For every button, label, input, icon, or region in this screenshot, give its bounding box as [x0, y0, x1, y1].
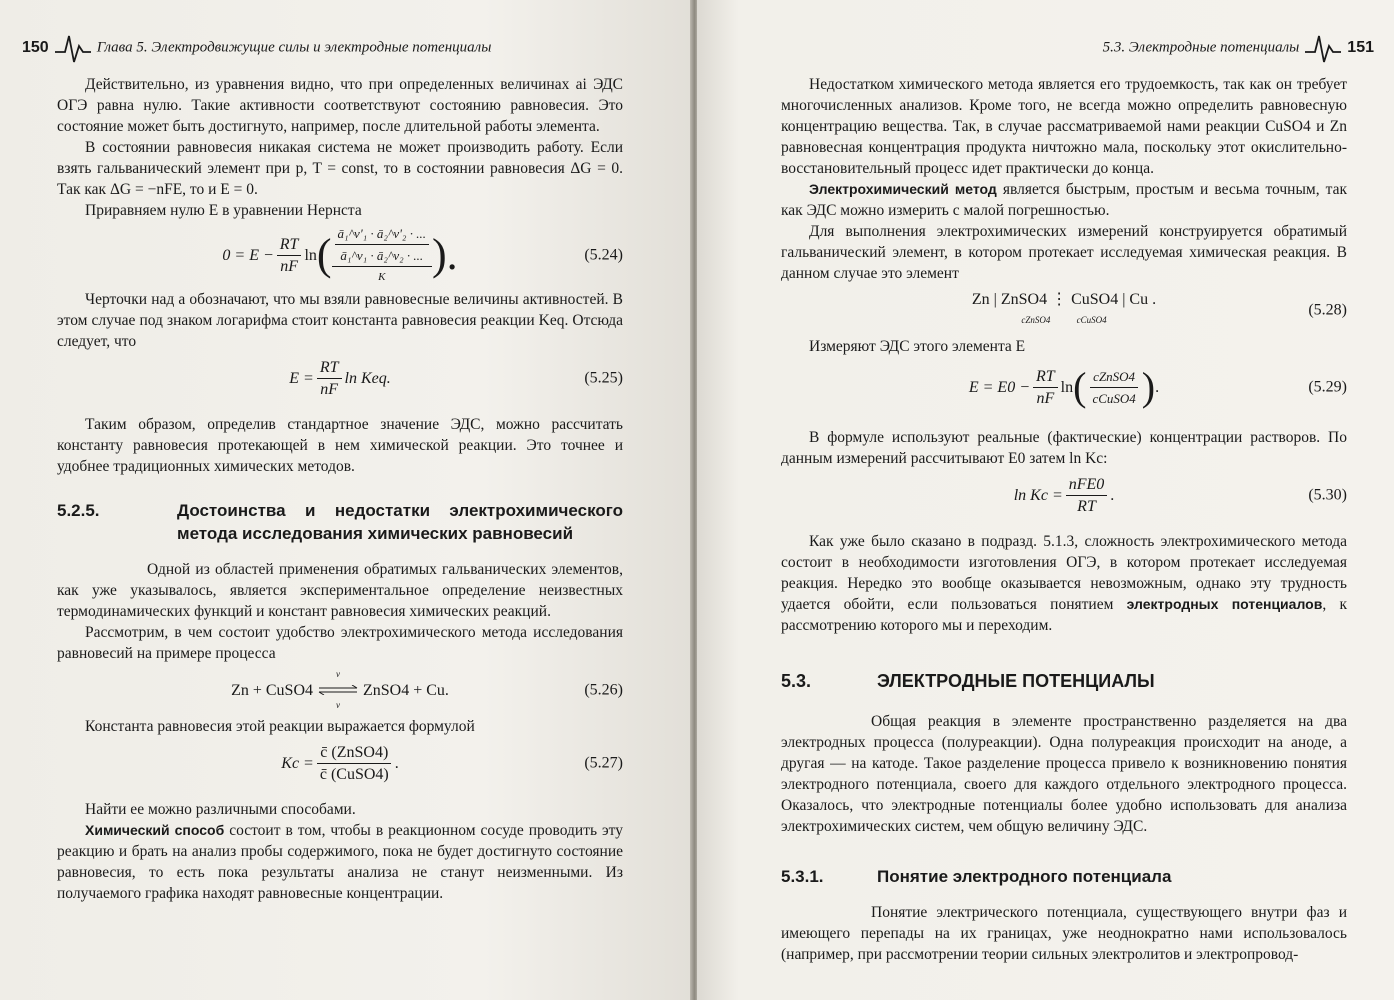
paragraph: Химический способ состоит в том, чтобы в реакционном сосуде проводить эту реакцию и брать на анализ пробы содержимого, пока не будет достигнуто состояние равновесия, то есть пока результаты анализа не станут неизменными. Из получаемого графика находят равновесные концентрации. [57, 822, 623, 902]
left-page-number: 150 [22, 39, 49, 56]
paragraph: Как уже было сказано в подразд. 5.1.3, сложность электрохимического метода состоит в необходимости изготовления ОГЭ, в котором протекает исследуемая реакция. Нередко это вообще оказывается невозможным, однако эту трудность удается обойти, если пользоваться понятием электродных потенциалов, к рассмотрению которого мы и переходим. [781, 533, 1347, 634]
eq-fraction [317, 357, 342, 400]
equation-5-25 [57, 352, 623, 404]
section-title: Достоинства и недостатки электрохимического метода исследования химических равновесий [177, 501, 623, 543]
fraction-denominator: c̄ (CuSO4) [319, 765, 389, 783]
ln-operator: ln [1060, 378, 1074, 396]
cell-sub-zn: cZnSO4 [1021, 315, 1051, 325]
fraction-denominator: nF [320, 380, 339, 398]
left-page [0, 0, 692, 1000]
fraction-numerator: RT [277, 234, 302, 256]
equilibrium-arrow-icon [317, 685, 359, 695]
eq-fraction [277, 234, 302, 277]
paragraph: В состоянии равновесия никакая система не может производить работу. Если взять гальванический элемент при p, T = const, то в состоянии равновесия ΔG = 0. Так как ΔG = −nFE, то и E = 0. [57, 139, 623, 198]
equation-5-28 [781, 284, 1347, 336]
activity-denominator: ā₁^ν₁ · ā₂^ν₂ · ... [340, 247, 424, 263]
paragraph: Черточки над a обозначают, что мы взяли равновесные величины активностей. В этом случае под знаком логарифма стоит константа равновесия реакции Keq. Отсюда следует, что [57, 291, 623, 350]
eq-fraction [1033, 366, 1058, 409]
eq-lhs: ln Kc = [1013, 486, 1063, 504]
paragraph: Электрохимический метод является быстрым, простым и весьма точным, так как ЭДС можно измерить с малой погрешностью. [781, 181, 1347, 219]
paragraph: Общая реакция в элементе пространственно разделяется на два электродных процесса (полуреакции). Одна полуреакция происходит на аноде, а другая — на катоде. Такое разделение процесса привело к возникновению понятия электродного потенциала, своего для каждого отдельного электродного процесса. Оказалось, что электродные потенциалы более удобно использовать для анализа электрохимических систем, чем общую величину ЭДС. [781, 713, 1347, 835]
reaction-right: ZnSO4 + Cu. [363, 681, 449, 699]
eq-lhs: 0 = E − [222, 246, 274, 264]
fraction-denominator: nF [280, 257, 298, 275]
concentration-fraction [1089, 366, 1138, 409]
equation-number: (5.25) [584, 369, 623, 387]
equation-5-24 [57, 221, 623, 289]
equation-number: (5.27) [584, 754, 623, 772]
eq-lhs: E = E0 − [968, 378, 1030, 396]
fraction-denominator: nF [1036, 389, 1055, 407]
equation-5-29: E = E0 − $\frac{RT}{nF}$ ln ( $\frac{\text{cZnSO4}}{\text{cCuSO4}}$ ) . (5.29) [968, 364, 1347, 409]
paragraph: Найти ее можно различными способами. [85, 801, 356, 818]
right-body [781, 74, 1347, 965]
concentration-denominator: cCuSO4 [1092, 390, 1136, 406]
eq-rhs: ln Keq. [344, 369, 391, 387]
eq-fraction [1066, 474, 1108, 517]
section-title: ЭЛЕКТРОДНЫЕ ПОТЕНЦИАЛЫ [877, 671, 1155, 691]
fraction-numerator: nFE0 [1066, 474, 1108, 496]
under-brace-label: K [332, 266, 432, 288]
equation-number: (5.28) [1308, 301, 1347, 319]
pulse-icon [53, 30, 93, 66]
left-running-head-text: Глава 5. Электродвижущие силы и электродные потенциалы [96, 39, 492, 56]
concentration-numerator: cZnSO4 [1090, 366, 1138, 388]
equation-number: (5.24) [584, 246, 623, 264]
ln-operator: ln [304, 246, 317, 264]
fraction-numerator: RT [1033, 366, 1058, 388]
paragraph: Рассмотрим, в чем состоит удобство электрохимического метода исследования равновесий на примере процесса [57, 624, 623, 662]
paragraph: Действительно, из уравнения видно, что при определенных величинах ai ЭДС ОГЭ равна нулю. Такие активности соответствуют состоянию равновесия. Это состояние может быть достигнуто, например, после длительной работы элемента. [57, 76, 623, 135]
eq-lhs: E = [289, 369, 314, 387]
left-paren: ( [316, 230, 332, 279]
equilibrium-arrow: v v [317, 664, 359, 716]
activity-fraction [335, 223, 429, 266]
section-heading-5-3 [781, 670, 1347, 693]
right-running-head-text: 5.3. Электродные потенциалы [1102, 39, 1300, 56]
right-running-header [1103, 30, 1374, 66]
paragraph: Недостатком химического метода является его трудоемкость, так как он требует многочисленных анализов. Кроме того, не всегда можно определить равновесную концентрацию вещества. Так, в случае рассматриваемой нами реакции CuSO4 и Zn равновесная концентрация продукта ничтожно мала, поскольку этот окислительно-восстановительный процесс идет практически до конца. [781, 76, 1347, 177]
subsection-number: 5.3.1. [781, 867, 824, 886]
fraction-numerator: c̄ (ZnSO4) [317, 742, 391, 764]
equation-number: (5.29) [1308, 378, 1347, 396]
subsection-heading-5-3-1 [781, 865, 1347, 888]
eq-lhs: Kc = [281, 754, 314, 772]
bold-term: электродных потенциалов [1126, 596, 1323, 612]
right-page [697, 0, 1394, 1000]
activity-numerator: ā₁^ν'₁ · ā₂^ν'₂ · ... [335, 223, 429, 245]
pulse-icon [1303, 30, 1343, 66]
equation-5-26 [57, 664, 623, 716]
right-paren: ). [431, 230, 458, 279]
equation-number: (5.30) [1308, 486, 1347, 504]
equation-5-27: Kc = $\frac{\text{c̄ (ZnSO4)}}{\text{c̄ (CuSO4)}}$ . (5.27) [281, 743, 623, 783]
paragraph: Приравняем нулю E в уравнении Нернста [85, 202, 362, 219]
section-number: 5.2.5. [57, 501, 100, 520]
fraction-denominator: RT [1077, 497, 1096, 515]
cell-scheme: Zn | ZnSO4 ⋮ CuSO4 | Cu . [971, 291, 1157, 308]
section-heading-5-2-5 [57, 499, 623, 545]
paragraph: Для выполнения электрохимических измерений конструируется обратимый гальванический элемент, в котором протекает исследуемая химическая реакция. В данном случае это элемент [781, 223, 1347, 282]
paragraph: Одной из областей применения обратимых гальванических элементов, как уже указывалось, является экспериментальное определение неизвестных термодинамических функций и констант равновесия химических реакций. [57, 561, 623, 620]
right-page-number: 151 [1347, 39, 1374, 56]
cell-sub-cu: cCuSO4 [1076, 315, 1107, 325]
paragraph: В формуле используют реальные (фактические) концентрации растворов. По данным измерений рассчитывают E0 затем ln Kc: [781, 429, 1347, 467]
equation-5-30: ln Kc = $\frac{\text{nFE0}}{RT}$ . (5.30) [1013, 475, 1347, 515]
section-number: 5.3. [781, 671, 812, 691]
bold-term: Химический способ [85, 822, 225, 838]
paragraph: Таким образом, определив стандартное значение ЭДС, можно рассчитать константу равновесия протекающей в нем химической реакции. Это точнее и удобнее традиционных химических методов. [57, 416, 623, 475]
paragraph: Константа равновесия этой реакции выражается формулой [85, 718, 475, 735]
eq-fraction [317, 742, 392, 785]
left-body [57, 74, 623, 904]
reaction-left: Zn + CuSO4 [231, 681, 313, 699]
bold-term: Электрохимический метод [809, 181, 997, 197]
paragraph: Измеряют ЭДС этого элемента E [809, 338, 1026, 355]
left-running-header [22, 30, 491, 66]
subsection-title: Понятие электродного потенциала [877, 867, 1172, 886]
equation-number: (5.26) [584, 681, 623, 699]
fraction-numerator: RT [317, 357, 342, 379]
paragraph: Понятие электрического потенциала, существующего внутри фаз и имеющего перепады на их границах, уже неоднократно нами использовалось (например, при рассмотрении теории сильных электролитов и электропровод- [781, 904, 1347, 963]
